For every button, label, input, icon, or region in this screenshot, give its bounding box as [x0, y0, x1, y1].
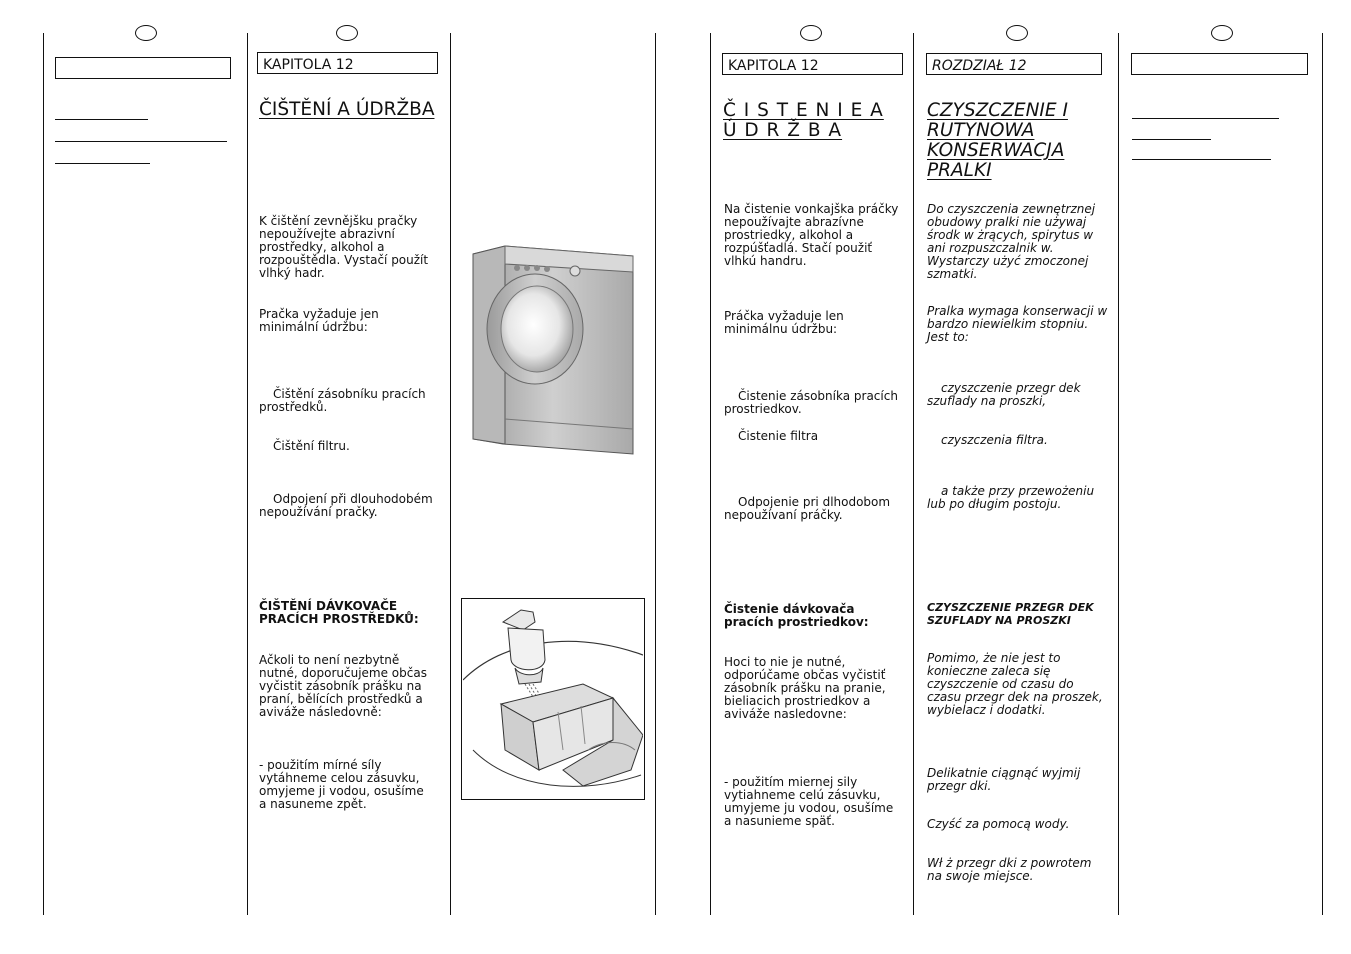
- language-flag-circle: [336, 25, 358, 41]
- chapter-box-empty: [55, 57, 231, 79]
- title-underline: [1132, 118, 1279, 119]
- paragraph: Práčka vyžaduje len minimálnu údržbu:: [724, 309, 844, 336]
- column-rule: [710, 33, 711, 915]
- title-underline: [1132, 139, 1211, 140]
- list-item: Odpojenie pri dlhodobom nepoužívaní práčky.: [724, 495, 891, 522]
- paragraph: - použitím mírné síly vytáhneme celou zásuvku, omyjeme ji vodou, osušíme a nasuneme zpět.: [259, 758, 424, 811]
- paragraph: Do czyszczenia zewnętrznej obudowy pralki nie używaj środk w żrących, spirytus w ani rozpuszczalnik w. Wystarczy użyć zmoczonej szmatki.: [927, 202, 1096, 281]
- title-underline: [1132, 159, 1271, 160]
- paragraph: Delikatnie ciągnąć wyjmij przegr dki.: [927, 766, 1081, 793]
- list-item: Čistenie filtra: [738, 429, 819, 443]
- paragraph: Na čistenie vonkajška práčky nepoužívajte abrazívne prostriedky, alkohol a rozpúšťadlá. Stačí použiť vlhkú handru.: [724, 202, 899, 268]
- column-rule: [1118, 33, 1119, 915]
- paragraph: Pralka wymaga konserwacji w bardzo niewielkim stopniu. Jest to:: [927, 304, 1108, 344]
- language-flag-circle: [1006, 25, 1028, 41]
- column-rule: [1322, 33, 1323, 915]
- list-item: Čištění filtru.: [273, 439, 350, 453]
- column-rule: [43, 33, 44, 915]
- subheading: CZYSZCZENIE PRZEGR DEK SZUFLADY NA PROSZKI: [927, 601, 1094, 627]
- title-underline: [55, 141, 227, 142]
- section-title: ČIŠTĚNÍ A ÚDRŽBA: [259, 99, 435, 120]
- paragraph: Pomimo, że nie jest to konieczne zaleca się czyszczenie od czasu do czasu przegr dek na proszek, wybielacz i dodatki.: [927, 651, 1103, 717]
- chapter-label: KAPITOLA 12: [257, 52, 438, 74]
- title-underline: [55, 163, 150, 164]
- column-rule: [655, 33, 656, 915]
- list-item: czyszczenia filtra.: [941, 433, 1048, 447]
- section-title: CZYSZCZENIE I RUTYNOWA KONSERWACJA PRALKI: [927, 100, 1068, 181]
- column-rule: [450, 33, 451, 915]
- section-title: Č I S T E N I E A Ú D R Ž B A: [723, 100, 884, 141]
- list-item: Čistenie zásobníka pracích prostriedkov.: [724, 389, 898, 416]
- list-item: Čištění zásobníku pracích prostředků.: [259, 387, 426, 414]
- column-rule: [247, 33, 248, 915]
- paragraph: Ačkoli to není nezbytně nutné, doporučujeme občas vyčistit zásobník prášku na praní, bělících prostředků a aviváže následovně:: [259, 653, 427, 719]
- chapter-label: ROZDZIAŁ 12: [926, 53, 1102, 75]
- detergent-drawer-illustration: [463, 600, 643, 798]
- paragraph: Pračka vyžaduje jen minimální údržbu:: [259, 307, 379, 334]
- paragraph: - použitím miernej sily vytiahneme celú zásuvku, umyjeme ju vodou, osušíme a nasunieme späť.: [724, 775, 894, 828]
- paragraph: K čištění zevnějšku pračky nepoužívejte abrazivní prostředky, alkohol a rozpouštědla. Vystačí použít vlhký hadr.: [259, 214, 429, 280]
- language-flag-circle: [1211, 25, 1233, 41]
- washing-machine-illustration: [465, 244, 640, 459]
- list-item: a także przy przewożeniu lub po długim postoju.: [927, 484, 1095, 511]
- subheading: Čistenie dávkovača pracích prostriedkov:: [724, 602, 869, 629]
- column-rule: [913, 33, 914, 915]
- list-item: Odpojení při dlouhodobém nepoužívání pračky.: [259, 492, 433, 519]
- language-flag-circle: [135, 25, 157, 41]
- paragraph: Hoci to nie je nutné, odporúčame občas vyčistiť zásobník prášku na pranie, bieliacich prostriedkov a aviváže nasledovne:: [724, 655, 886, 721]
- paragraph: Czyść za pomocą wody.: [927, 817, 1070, 831]
- language-flag-circle: [800, 25, 822, 41]
- list-item: czyszczenie przegr dek szuflady na proszki,: [927, 381, 1081, 408]
- subheading: ČIŠTĚNÍ DÁVKOVAČE PRACÍCH PROSTŘEDKŮ:: [259, 599, 419, 626]
- title-underline: [55, 119, 148, 120]
- paragraph: Wł ż przegr dki z powrotem na swoje miejsce.: [927, 856, 1092, 883]
- chapter-label: KAPITOLA 12: [722, 53, 903, 75]
- chapter-box-empty: [1131, 53, 1308, 75]
